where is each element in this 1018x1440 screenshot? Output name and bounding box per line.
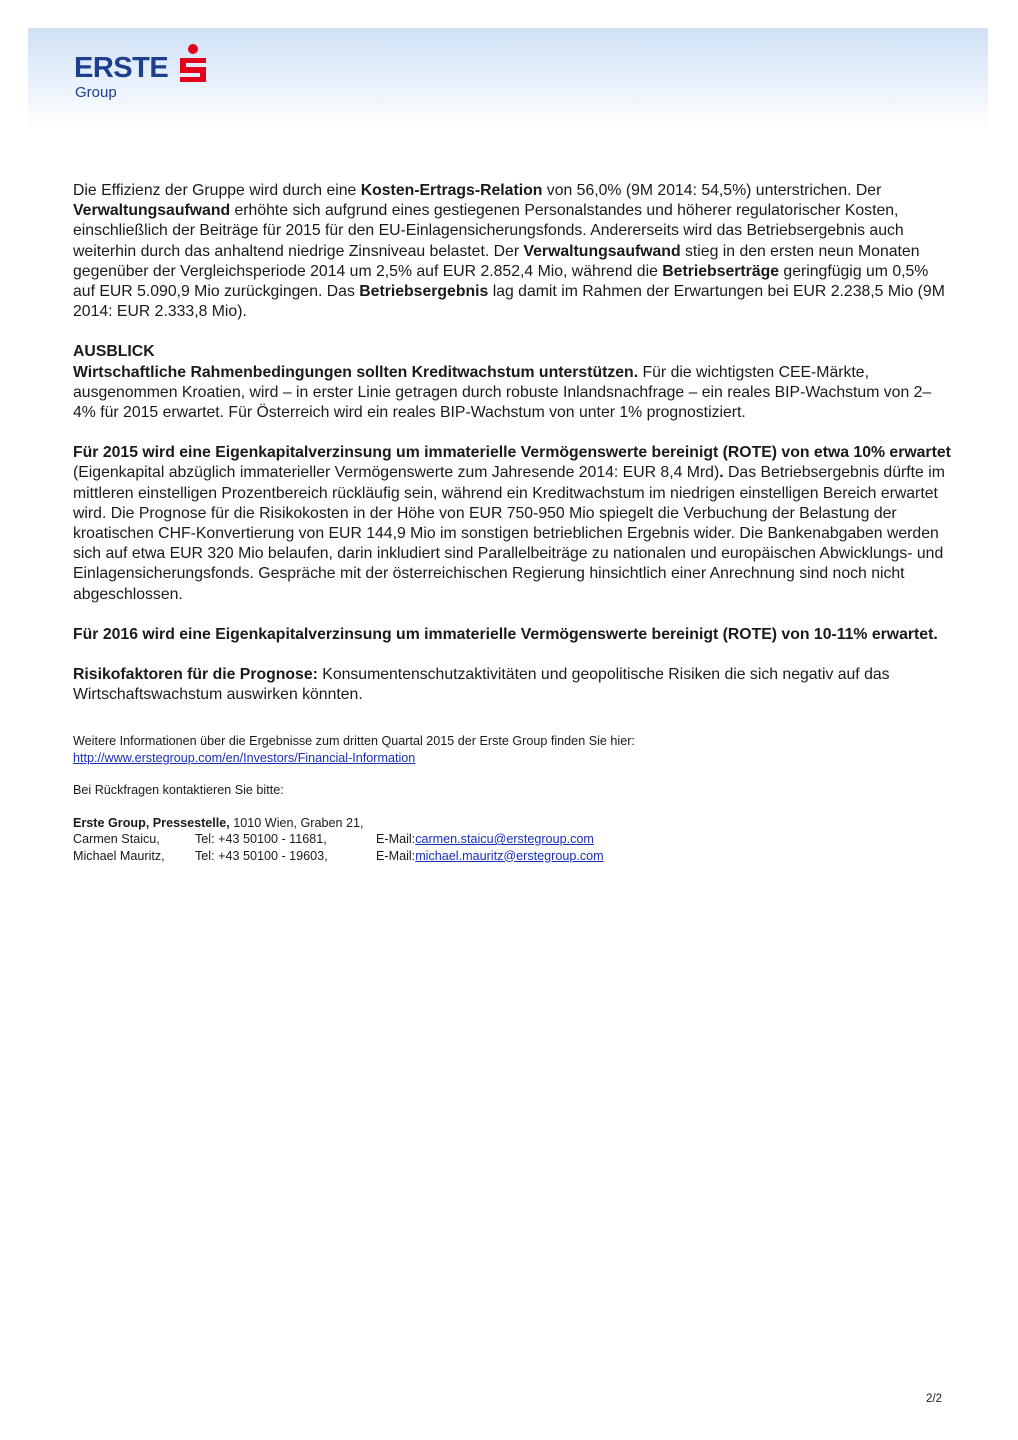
investor-info-link[interactable]: http://www.erstegroup.com/en/Investors/Financial-Information: [73, 750, 416, 765]
text-span: stieg in den ersten neun Monaten gegenüber der Vergleichsperiode 2014 um 2,5% auf EUR 2.852,4 Mio, während die: [73, 242, 920, 280]
text-span: Die Effizienz der Gruppe wird durch eine: [73, 182, 361, 199]
document-body: [73, 181, 953, 864]
contact-name: Michael Mauritz,: [73, 848, 165, 863]
bold-term: Betriebsergebnis: [359, 283, 489, 301]
bold-term: Für 2016 wird eine Eigenkapitalverzinsung um immaterielle Vermögenswerte bereinigt (ROTE) von 10-11% erwartet.: [73, 625, 938, 643]
text-span: von 56,0% (9M 2014: 54,5%) unterstrichen. Der: [542, 182, 882, 199]
text-span: Für die wichtigsten CEE-Märkte, ausgenommen Kroatien, wird – in erster Linie getragen durch robuste Inlandsnachfrage – ein reales BIP-Wachstum von 2–4% für 2015 erwartet. Für Österreich wird ein reales BIP-Wachstum von unter 1% prognostiziert.: [73, 363, 932, 422]
press-office-line: [73, 815, 953, 831]
press-office-address: 1010 Wien, Graben 21,: [229, 815, 364, 830]
contact-email-link[interactable]: michael.mauritz@erstegroup.com: [415, 848, 604, 863]
contact-block: [73, 815, 953, 864]
email-label: E-Mail:: [376, 848, 416, 863]
text-span: Das Betriebsergebnis dürfte im mittleren einstelligen Prozentbereich rückläufig sein, während ein Kreditwachstum im niedrigen einstelligen Bereich erwartet wird. Die Prognose für die Risikokosten in der Höhe von EUR 750-950 Mio spiegelt die Verbuchung der Belastung der kroatischen CHF-Konvertierung von EUR 144,9 Mio im sonstigen betrieblichen Ergebnis wider. Die Bankenabgaben werden sich auf etwa EUR 320 Mio belaufen, darin inkludiert sind Parallelbeiträge zu nationalen und europäischen Abwicklungs- und Einlagensicherungsfonds. Gespräche mit der österreichischen Regierung hinsichtlich einer Anrechnung sind noch nicht abgeschlossen.: [73, 464, 945, 603]
bold-term: Wirtschaftliche Rahmenbedingungen sollten Kreditwachstum unterstützen.: [73, 363, 639, 381]
paragraph-forecast-2015: [73, 443, 953, 605]
press-office-name: Erste Group, Pressestelle,: [73, 815, 230, 830]
contact-intro: Bei Rückfragen kontaktieren Sie bitte:: [73, 783, 284, 798]
bold-term: Betriebserträge: [662, 262, 780, 280]
sparkasse-s-icon: [176, 44, 210, 84]
logo-wordmark: ERSTE: [74, 52, 169, 84]
text-span: geringfügig um 0,5% auf EUR 5.090,9 Mio zurückgingen. Das: [73, 262, 929, 301]
bold-term: Verwaltungsaufwand: [73, 202, 231, 220]
bold-term: .: [719, 464, 724, 482]
paragraph-outlook: [73, 363, 953, 424]
info-text: Weitere Informationen über die Ergebnisse zum dritten Quartal 2015 der Erste Group finden Sie hier:: [73, 734, 635, 749]
contact-email-link[interactable]: carmen.staicu@erstegroup.com: [415, 832, 594, 847]
header-band: [28, 28, 988, 128]
text-span: erhöhte sich aufgrund eines gestiegenen Personalstandes und höherer regulatorischer Kosten, einschließlich der Beiträge für 2015 für den EU-Einlagensicherungsfonds. Andererseits wird das Betriebsergebnis auch weiterhin durch das anhaltend niedrige Zinsniveau belastet. Der: [73, 202, 904, 260]
paragraph-efficiency: [73, 181, 953, 322]
contact-row: [73, 848, 953, 864]
page-number: 2/2: [926, 1393, 942, 1405]
contact-phone: Tel: +43 50100 - 11681,: [195, 832, 327, 847]
text-span: lag damit im Rahmen der Erwartungen bei EUR 2.238,5 Mio (9M 2014: EUR 2.333,8 Mio).: [73, 283, 945, 321]
contact-name: Carmen Staicu,: [73, 832, 160, 847]
bold-term: Verwaltungsaufwand: [523, 242, 681, 260]
section-heading-outlook: AUSBLICK: [73, 343, 155, 361]
bold-term: Risikofaktoren für die Prognose:: [73, 666, 318, 684]
paragraph-forecast-2016: [73, 625, 953, 645]
text-span: (Eigenkapital abzüglich immaterieller Vermögenswerte zum Jahresende 2014: EUR 8,4 Mrd): [73, 464, 720, 482]
info-block: [73, 733, 953, 798]
paragraph-risk-factors: [73, 665, 953, 705]
contact-row: [73, 831, 953, 847]
contact-phone: Tel: +43 50100 - 19603,: [195, 848, 328, 863]
logo-subtitle: Group: [75, 84, 117, 101]
bold-term: Kosten-Ertrags-Relation: [360, 182, 543, 199]
text-span: Konsumentenschutzaktivitäten und geopolitische Risiken die sich negativ auf das Wirtschaftswachstum auswirken könnten.: [73, 666, 890, 704]
bold-term: Für 2015 wird eine Eigenkapitalverzinsung um immaterielle Vermögenswerte bereinigt (ROTE) von etwa 10% erwartet: [73, 444, 951, 462]
email-label: E-Mail:: [376, 832, 416, 847]
